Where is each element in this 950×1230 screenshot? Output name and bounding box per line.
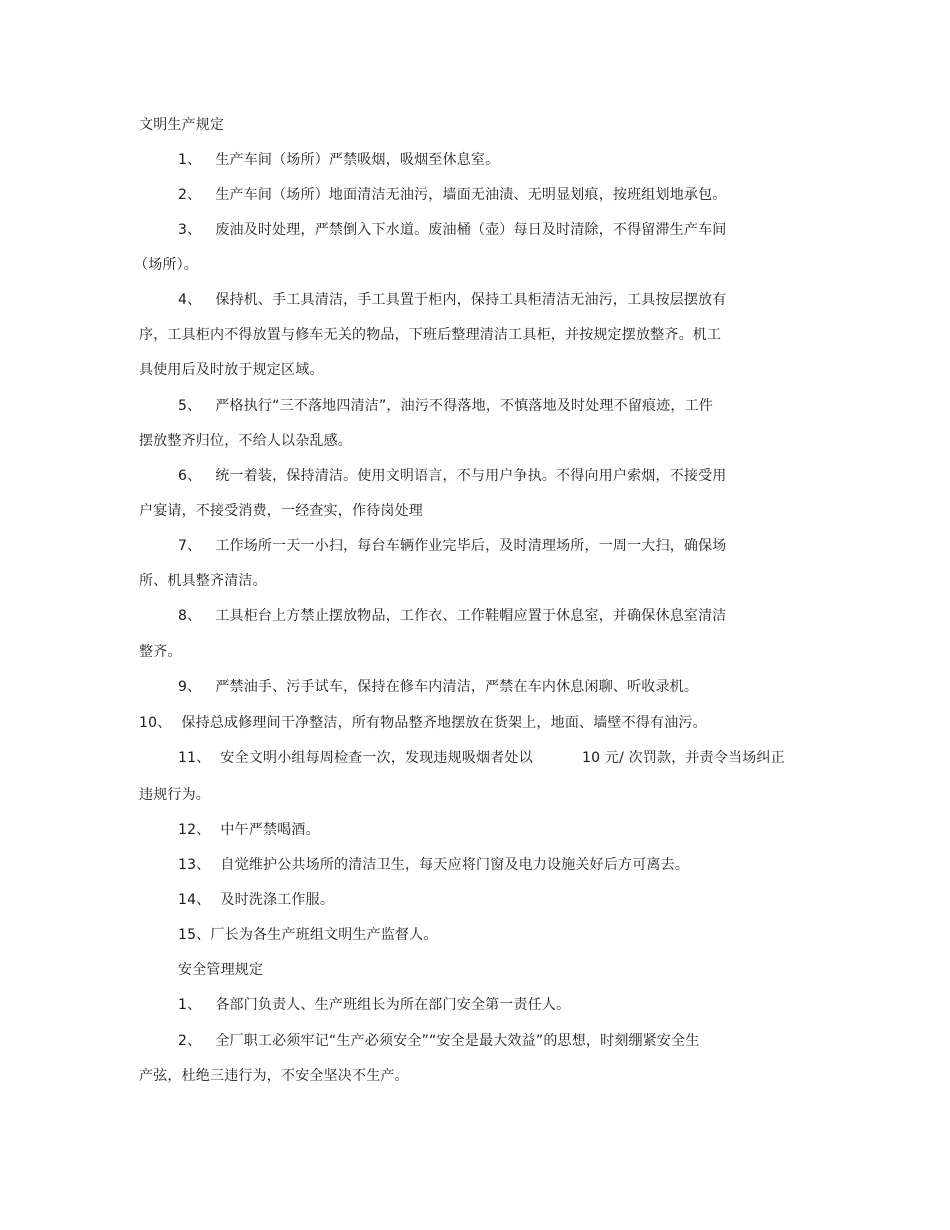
item-text: 及时洗涤工作服。	[220, 892, 335, 908]
item-number: 8、	[178, 608, 202, 624]
item-text: 各部门负责人、生产班组长为所在部门安全第一责任人。	[215, 997, 571, 1013]
item-number: 2、	[178, 187, 202, 203]
list-item	[139, 714, 707, 732]
item-number: 11、	[178, 750, 211, 766]
item-continuation: 户宴请，不接受消费，一经查实，作待岗处理	[139, 503, 423, 519]
item-text: 废油及时处理，严禁倒入下水道。废油桶（壶）每日及时清除，不得留滞生产车间	[215, 222, 727, 238]
item-number: 7、	[178, 538, 202, 554]
item-text: 严禁油手、污手试车，保持在修车内清洁，严禁在车内休息闲聊、听收录机。	[215, 679, 699, 695]
item-continuation: 序，工具柜内不得放置与修车无关的物品，下班后整理清洁工具柜，并按规定摆放整齐。机工	[139, 327, 722, 343]
item-number: 2、	[178, 1033, 202, 1049]
item-text: 全厂职工必须牢记“生产必须安全”“安全是最大效益”的思想，时刻绷紧安全生	[215, 1033, 700, 1049]
list-item	[178, 891, 334, 909]
item-continuation: 所、机具整齐清洁。	[139, 573, 267, 589]
section-title: 文明生产规定	[139, 117, 225, 133]
list-item	[178, 467, 727, 485]
item-text: 保持机、手工具清洁，手工具置于柜内，保持工具柜清洁无油污，工具按层摆放有	[215, 292, 727, 308]
item-number: 13、	[178, 857, 211, 873]
list-item	[178, 749, 533, 767]
list-item	[178, 186, 727, 204]
list-item	[178, 996, 570, 1014]
list-item	[178, 1032, 700, 1050]
item-number: 5、	[178, 398, 202, 414]
item-number: 1、	[178, 997, 202, 1013]
item-text: 中午严禁喝酒。	[220, 822, 320, 838]
item-continuation: 整齐。	[139, 644, 182, 660]
item-text-fine: 10 元/ 次罚款，并责令当场纠正	[582, 750, 785, 766]
item-number: 12、	[178, 822, 211, 838]
list-item	[178, 607, 727, 625]
item-text: 保持总成修理间干净整洁，所有物品整齐地摆放在货架上，地面、墙壁不得有油污。	[181, 715, 707, 731]
item-continuation: 产弦，杜绝三违行为，不安全坚决不生产。	[139, 1068, 409, 1084]
list-item	[178, 821, 320, 839]
item-text: 严格执行“三不落地四清洁”，油污不得落地，不慎落地及时处理不留痕迹，工件	[215, 398, 714, 414]
item-text: 厂长为各生产班组文明生产监督人。	[210, 927, 438, 943]
list-item	[178, 397, 713, 415]
item-number: 10、	[139, 715, 172, 731]
item-continuation: 摆放整齐归位，不给人以杂乱感。	[139, 433, 352, 449]
item-number: 6、	[178, 468, 202, 484]
item-continuation: 违规行为。	[139, 787, 210, 803]
list-item	[178, 856, 689, 874]
item-text: 自觉维护公共场所的清洁卫生，每天应将门窗及电力设施关好后方可离去。	[220, 857, 690, 873]
item-number: 1、	[178, 152, 202, 168]
item-continuation: 具使用后及时放于规定区域。	[139, 362, 324, 378]
list-item	[178, 291, 727, 309]
list-item	[178, 678, 698, 696]
list-item	[178, 151, 499, 169]
item-text: 生产车间（场所）地面清洁无油污，墙面无油渍、无明显划痕，按班组划地承包。	[215, 187, 727, 203]
list-item	[178, 537, 727, 555]
item-text: 统一着装，保持清洁。使用文明语言，不与用户争执。不得向用户索烟，不接受用	[215, 468, 727, 484]
item-continuation: （场所）。	[134, 257, 198, 273]
list-item	[178, 221, 727, 239]
list-item	[178, 926, 438, 944]
item-text: 安全文明小组每周检查一次，发现违规吸烟者处以	[220, 750, 533, 766]
item-number: 3、	[178, 222, 202, 238]
item-text: 工作场所一天一小扫，每台车辆作业完毕后，及时清理场所，一周一大扫，确保场	[215, 538, 727, 554]
item-number: 14、	[178, 892, 211, 908]
item-number: 9、	[178, 679, 202, 695]
section-title: 安全管理规定	[178, 962, 264, 978]
item-text: 生产车间（场所）严禁吸烟，吸烟至休息室。	[215, 152, 500, 168]
item-number: 4、	[178, 292, 202, 308]
item-text: 工具柜台上方禁止摆放物品，工作衣、工作鞋帽应置于休息室，并确保休息室清洁	[215, 608, 727, 624]
item-number: 15、	[178, 927, 211, 943]
